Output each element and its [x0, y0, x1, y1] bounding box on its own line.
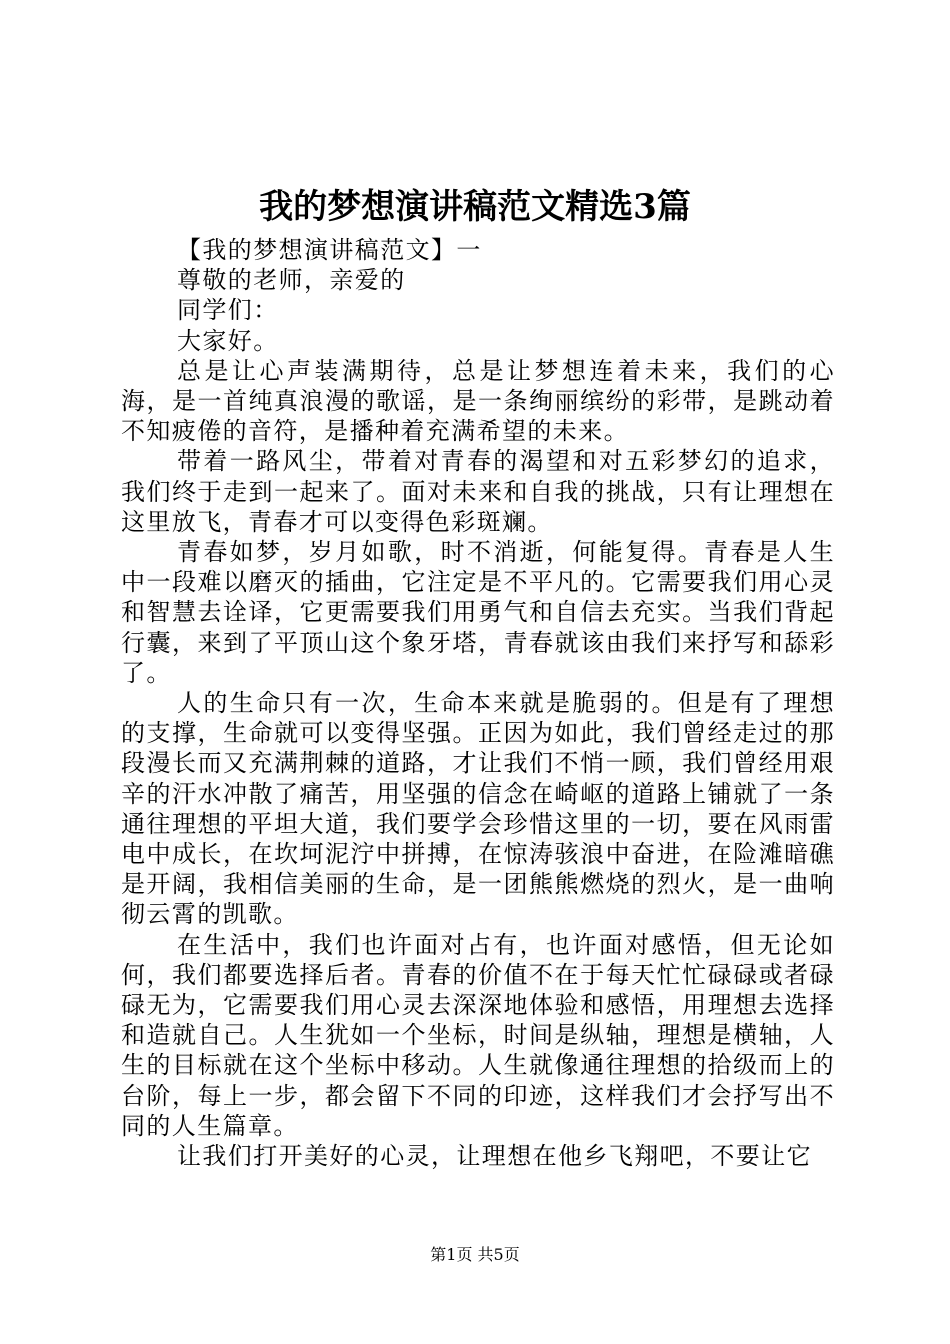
paragraph-1: 【我的梦想演讲稿范文】一 [177, 236, 482, 264]
paragraph-8: 人的生命只有一次，生命本来就是脆弱的。但是有了理想的支撑，生命就可以变得坚强。正因为如此，我们曾经走过的那段漫长而又充满荆棘的道路，才让我们不悄一顾，我们曾经用艰辛的汗水冲散了痛苦，用坚强的信念在崎岖的道路上铺就了一条通往理想的平坦大道，我们要学会珍惜这里的一切，要在风雨雷电中成长，在坎坷泥泞中拼搏，在惊涛骇浪中奋进，在险滩暗礁是开阔，我相信美丽的生命，是一团熊熊燃烧的烈火，是一曲响彻云霄的凯歌。 [121, 689, 835, 929]
paragraph-10: 让我们打开美好的心灵，让理想在他乡飞翔吧，不要让它 [177, 1142, 812, 1171]
document-title: 我的梦想演讲稿范文精选3篇 [259, 187, 691, 227]
paragraph-6: 带着一路风尘，带着对青春的渴望和对五彩梦幻的追求，我们终于走到一起来了。面对未来和自我的挑战，只有让理想在这里放飞，青春才可以变得色彩斑斓。 [121, 447, 835, 536]
paragraph-9: 在生活中，我们也许面对占有，也许面对感悟，但无论如何，我们都要选择后者。青春的价值不在于每天忙忙碌碌或者碌碌无为，它需要我们用心灵去深深地体验和感悟，用理想去选择和造就自己。人生犹如一个坐标，时间是纵轴，理想是横轴，人生的目标就在这个坐标中移动。人生就像通往理想的拾级而上的台阶，每上一步，都会留下不同的印迹，这样我们才会抒写出不同的人生篇章。 [121, 930, 835, 1140]
paragraph-3: 同学们： [177, 296, 279, 325]
paragraph-2: 尊敬的老师，亲爱的 [177, 266, 406, 295]
paragraph-7: 青春如梦，岁月如歌，时不消逝，何能复得。青春是人生中一段难以磨灭的插曲，它注定是不平凡的。它需要我们用心灵和智慧去诠译，它更需要我们用勇气和自信去充实。当我们背起行囊，来到了平顶山这个象牙塔，青春就该由我们来抒写和舔彩了。 [121, 538, 835, 687]
page-footer: 第1页 共5页 [430, 1245, 520, 1264]
document-body [121, 235, 835, 1171]
paragraph-5: 总是让心声装满期待，总是让梦想连着未来，我们的心海，是一首纯真浪漫的歌谣，是一条绚丽缤纷的彩带，是跳动着不知疲倦的音符，是播种着充满希望的未来。 [121, 356, 835, 446]
paragraph-4: 大家好。 [177, 326, 279, 355]
